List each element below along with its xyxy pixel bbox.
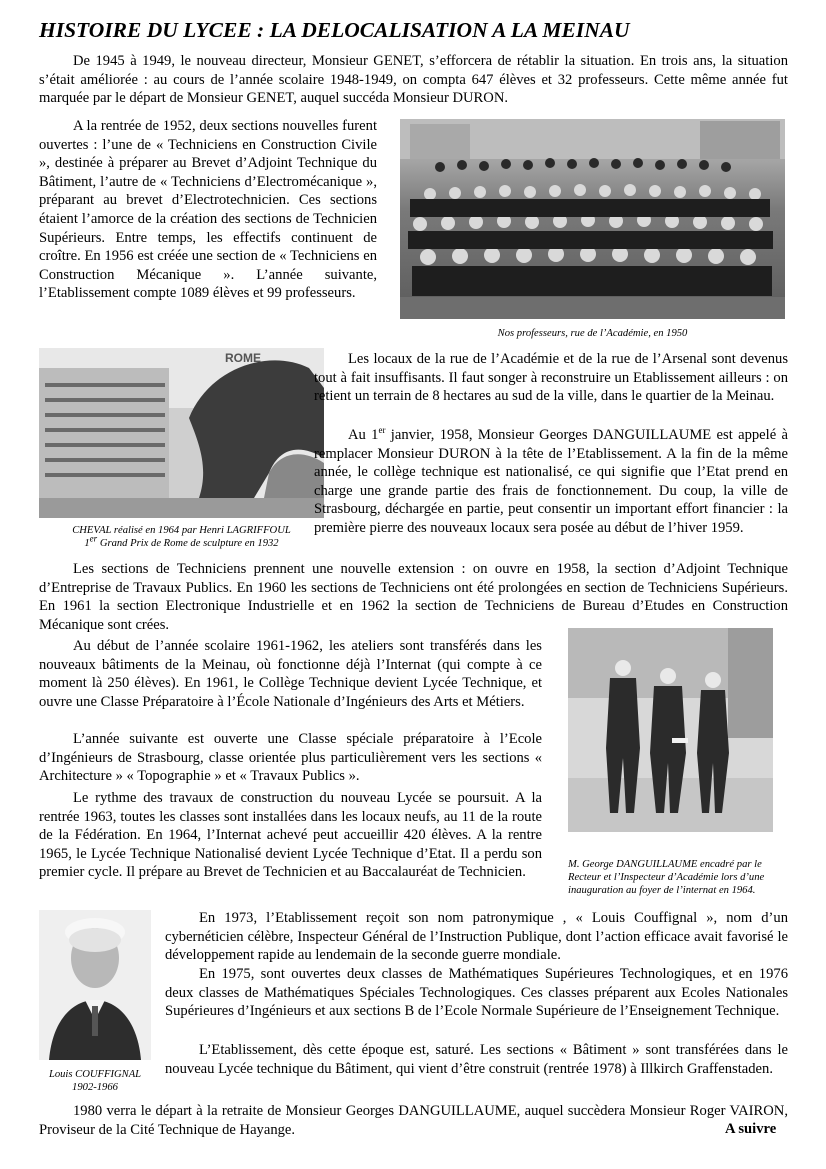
- paragraph-4: [314, 426, 788, 538]
- paragraph-1: De 1945 à 1949, le nouveau directeur, Monsieur GENET, s’efforcera de rétablir la situation. En trois ans, la situation s’était améliorée : au cours de l’année scolaire 1948-1949, on compta 647 élèves et 32 professeurs. Cette même année fut marquée par le départ de Monsieur GENET, auquel succéda Monsieur DURON.: [39, 53, 788, 107]
- paragraph-10: En 1975, sont ouvertes deux classes de Mathématiques Supérieures Technologiques, et en 1976 deux classes de Mathématiques Spéciales Technologiques. Ces classes préparent aux Ecoles Nationales Supérieures d’Ingénieurs et aux sections B de l’Ecole Normale Supérieure de l’Enseignement Technique.: [165, 966, 788, 1020]
- page-title: HISTOIRE DU LYCEE : LA DELOCALISATION A LA MEINAU: [39, 18, 630, 42]
- caption-couffignal-name: Louis COUFFIGNAL: [48, 1069, 142, 1080]
- sign-text: ROME: [225, 351, 261, 365]
- couffignal-portrait: [39, 910, 151, 1060]
- paragraph-12: 1980 verra le départ à la retraite de Monsieur Georges DANGUILLAUME, auquel succèdera Monsieur Roger VAIRON, Proviseur de la Cité Technique de Hayange.: [39, 1103, 788, 1138]
- caption-cheval-line2-start: 1: [84, 538, 90, 549]
- caption-danguillaume: M. George DANGUILLAUME encadré par le Recteur et l’Inspecteur d’Académie lors d’une inauguration au foyer de l’internat en 1964.: [568, 859, 765, 896]
- paragraph-3: Les locaux de la rue de l’Académie et de la rue de l’Arsenal sont devenus tout à fait insuffisants. Il faut songer à reconstruire un Etablissement ailleurs : on retient un terrain de 8 hectares au sud de la ville, dans le quartier de la Meinau.: [314, 351, 788, 405]
- caption-cheval-line2-end: Grand Prix de Rome de sculpture en 1932: [97, 538, 279, 549]
- danguillaume-photo: [568, 628, 773, 832]
- paragraph-4-sup: er: [378, 425, 386, 436]
- to-be-continued: A suivre: [725, 1121, 777, 1137]
- paragraph-6: Au début de l’année scolaire 1961-1962, les ateliers sont transférés dans les nouveaux bâtiments de la Meinau, où fonctionne déjà l’Internat (qui compte à ce moment là 250 élèves). En 1961, le Collège Technique devient Lycée Technique, et ouvre une Classe Préparatoire à l’École Nationale d’Ingénieurs des Arts et Métiers.: [39, 638, 542, 710]
- paragraph-7: L’année suivante est ouverte une Classe spéciale préparatoire à l’Ecole d’Ingénieurs de Strasbourg, classe orientée plus particulièrement vers les sections « Architecture » « Topographie » et « Travaux Publics ».: [39, 731, 542, 785]
- caption-couffignal-dates: 1902-1966: [72, 1082, 118, 1093]
- caption-cheval-line1: CHEVAL réalisé en 1964 par Henri LAGRIFFOUL: [72, 525, 291, 536]
- paragraph-8: Le rythme des travaux de construction du nouveau Lycée se poursuit. A la rentrée 1963, toutes les classes sont installées dans les locaux neufs, au 11 de la route de la Fédération. En 1964, l’Internat achevé peut accueillir 420 élèves. A la rentre 1965, le Lycée Technique Nationalisé devient Lycée Technique d’Etat. Il a perdu son premier cycle. Il prépare au Brevet de Technicien et au Baccalauréat de Technicien.: [39, 790, 542, 881]
- paragraph-11: L’Etablissement, dès cette époque est, saturé. Les sections « Bâtiment » sont transférées dans le nouveau Lycée technique du Bâtiment, qui vient d’être construit (rentrée 1978) à Illkirch Graffenstaden.: [165, 1042, 788, 1077]
- paragraph-4-end: janvier, 1958, Monsieur Georges DANGUILLAUME est appelé à remplacer Monsieur DURON à la tête de l’Etablissement. A la fin de la même année, le collège technique est nationalisé, ce qui signifie que l’Etat prend en charge une grande partie des frais de fonctionnement. Du coup, la ville de Strasbourg, déchargée en partie, peut consentir un important effort financier : la première pierre des nouveaux locaux sera posée au début de l’hiver 1959.: [314, 427, 788, 536]
- caption-couffignal: [34, 1068, 156, 1094]
- professors-group-photo: [400, 119, 785, 319]
- paragraph-9: En 1973, l’Etablissement reçoit son nom patronymique , « Louis Couffignal », nom d’un cybernéticien célèbre, Inspecteur Général de l’Instruction Publique, dont l’action efficace avait favorisé le développement rapide au lendemain de la seconde guerre mondiale.: [165, 910, 788, 964]
- paragraph-2: A la rentrée de 1952, deux sections nouvelles furent ouvertes : l’une de « Techniciens en Construction Civile », destinée à préparer au Brevet d’Adjoint Technique du Bâtiment, l’autre de « Techniciens d’Electromécanique », préparant au brevet d’Electrotechnicien. Ces sections étaient l’amorce de la création des sections de Technicien Supérieurs. Entre temps, les effectifs continuent de croître. En 1956 est créée une section de « Techniciens en Construction Mécanique ». L’année suivante, l’Etablissement compte 1089 élèves et 99 professeurs.: [39, 118, 377, 302]
- caption-professors: Nos professeurs, rue de l’Académie, en 1950: [497, 328, 688, 339]
- caption-cheval-sup: er: [89, 533, 98, 544]
- paragraph-4-start: Au 1: [348, 427, 379, 443]
- paragraph-5: Les sections de Techniciens prennent une nouvelle extension : on ouvre en 1958, la section d’Adjoint Technique d’Entreprise de Travaux Publics. En 1960 les sections de Techniciens ont été prolongées en section de Techniciens Supérieurs. En 1961 la section Electronique Industrielle et en 1962 la section de Techniciens de Bureau d’Etudes en Construction Mécanique sont crées.: [39, 561, 788, 633]
- caption-cheval: [34, 524, 329, 550]
- cheval-sculpture-photo: [39, 348, 324, 518]
